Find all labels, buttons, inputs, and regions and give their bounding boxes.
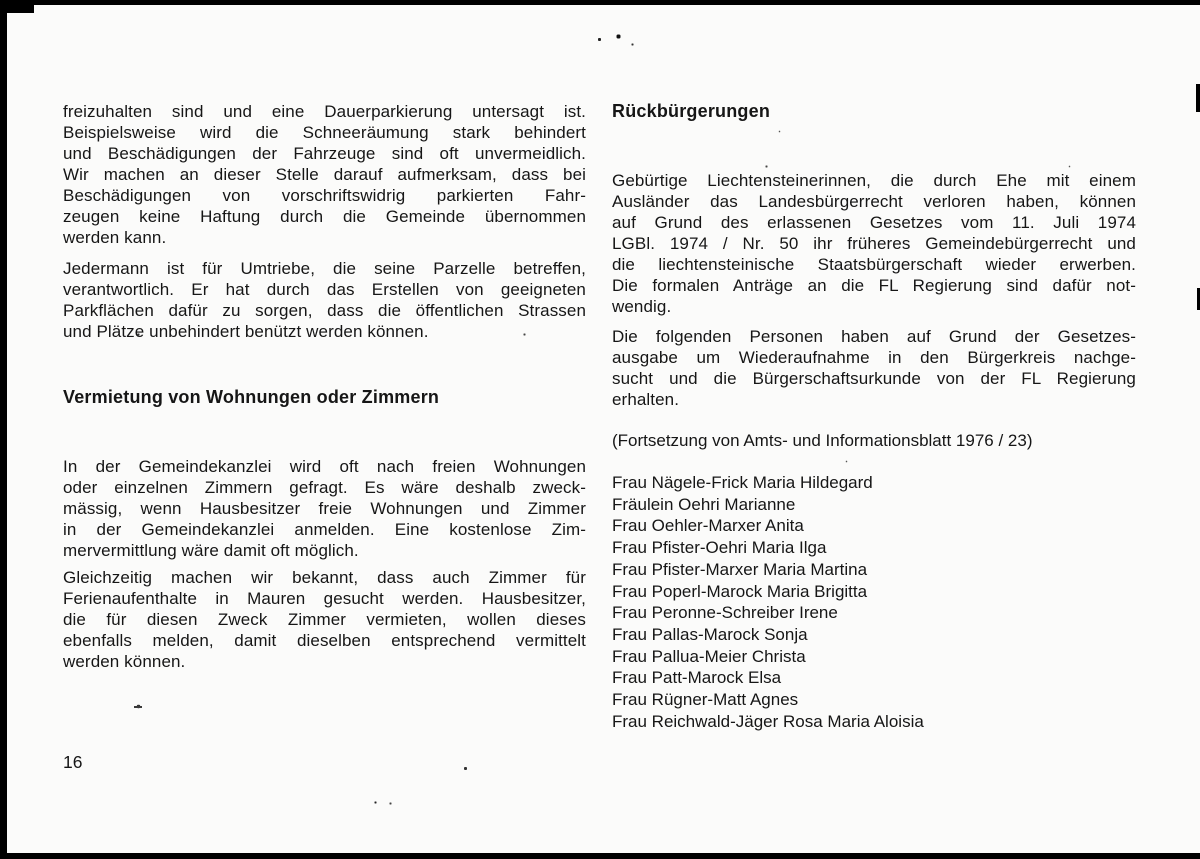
text-line: zeugen keine Haftung durch die Gemeinde übernommen bbox=[63, 207, 586, 226]
scan-border-left bbox=[0, 0, 7, 859]
paragraph-holiday-rooms bbox=[63, 567, 586, 672]
name-list-item: Frau Poperl-Marock Maria Brigitta bbox=[612, 581, 868, 601]
text-line: die für diesen Zweck Zimmer vermieten, wollen dieses bbox=[63, 610, 586, 629]
text-line: werden kann. bbox=[63, 228, 167, 247]
text-line: verantwortlich. Er hat durch das Erstellen von geeigneten bbox=[63, 280, 586, 299]
paragraph-citizenship-law bbox=[612, 170, 1136, 317]
text-line: LGBl. 1974 / Nr. 50 ihr früheres Gemeindebürgerrecht und bbox=[612, 234, 1136, 253]
text-line: erhalten. bbox=[612, 390, 680, 409]
scan-border-top-corner bbox=[0, 0, 34, 13]
text-line: Ausländer das Landesbürgerrecht verloren haben, können bbox=[612, 192, 1136, 211]
name-list-item: Frau Oehler-Marxer Anita bbox=[612, 516, 804, 536]
name-list-item: Fräulein Oehri Marianne bbox=[612, 494, 796, 514]
text-line: und Plätze unbehindert benützt werden können. bbox=[63, 322, 429, 341]
text-line: Parkflächen dafür zu sorgen, dass die öffentlichen Strassen bbox=[63, 301, 586, 320]
text-line: werden können. bbox=[63, 652, 186, 671]
page-number: 16 bbox=[63, 752, 83, 772]
name-list-item: Frau Reichwald-Jäger Rosa Maria Aloisia bbox=[612, 711, 924, 731]
paragraph-parking-liability bbox=[63, 101, 586, 248]
scan-noise-specks bbox=[598, 38, 601, 41]
text-line: ausgabe um Wiederaufnahme in den Bürgerkreis nachge- bbox=[612, 348, 1136, 367]
text-line: mässig, wenn Hausbesitzer freie Wohnungen und Zimmer bbox=[63, 499, 586, 518]
text-line: Jedermann ist für Umtriebe, die seine Parzelle betreffen, bbox=[63, 259, 586, 278]
text-line: die liechtensteinische Staatsbürgerschaft wieder erwerben. bbox=[612, 255, 1136, 274]
text-line: Wir machen an dieser Stelle darauf aufmerksam, dass bei bbox=[63, 165, 586, 184]
scan-border-right-mark-1 bbox=[1196, 84, 1200, 112]
continuation-note: (Fortsetzung von Amts- und Informationsblatt 1976 / 23) bbox=[612, 431, 1033, 450]
name-list-item: Frau Pfister-Marxer Maria Martina bbox=[612, 559, 868, 579]
scan-border-bottom bbox=[0, 853, 1200, 859]
name-list-item: Frau Pallas-Marock Sonja bbox=[612, 624, 808, 644]
heading-rueckbuergerungen: Rückbürgerungen bbox=[612, 101, 771, 121]
paragraph-persons-granted bbox=[612, 326, 1136, 410]
heading-vermietung: Vermietung von Wohnungen oder Zimmern bbox=[63, 387, 440, 407]
text-line: Ferienaufenthalte in Mauren gesucht werden. Hausbesitzer, bbox=[63, 589, 586, 608]
text-line: sucht und die Bürgerschaftsurkunde von der FL Regierung bbox=[612, 369, 1136, 388]
text-line: Gebürtige Liechtensteinerinnen, die durch Ehe mit einem bbox=[612, 171, 1136, 190]
text-line: auf Grund des erlassenen Gesetzes vom 11. Juli 1974 bbox=[612, 213, 1136, 232]
paragraph-housing-registry bbox=[63, 456, 586, 561]
paragraph-parcel-responsibility bbox=[63, 258, 586, 342]
names-list bbox=[612, 472, 1136, 732]
text-line: Die folgenden Personen haben auf Grund der Gesetzes- bbox=[612, 327, 1136, 346]
scan-border-top bbox=[0, 0, 1200, 5]
text-line: mervermittlung wäre damit oft möglich. bbox=[63, 541, 359, 560]
text-line: freizuhalten sind und eine Dauerparkierung untersagt ist. bbox=[63, 102, 586, 121]
text-line: ebenfalls melden, damit dieselben entsprechend vermittelt bbox=[63, 631, 586, 650]
text-line: und Beschädigungen der Fahrzeuge sind oft unvermeidlich. bbox=[63, 144, 586, 163]
name-list-item: Frau Pallua-Meier Christa bbox=[612, 646, 806, 666]
name-list-item: Frau Rügner-Matt Agnes bbox=[612, 690, 799, 710]
name-list-item: Frau Pfister-Oehri Maria Ilga bbox=[612, 538, 827, 558]
text-line: Die formalen Anträge an die FL Regierung sind dafür not- bbox=[612, 276, 1136, 295]
name-list-item: Frau Peronne-Schreiber Irene bbox=[612, 603, 838, 623]
text-line: In der Gemeindekanzlei wird oft nach freien Wohnungen bbox=[63, 457, 586, 476]
scan-noise-dash bbox=[134, 706, 142, 708]
name-list-item: Frau Patt-Marock Elsa bbox=[612, 668, 782, 688]
text-line: Beschädigungen von vorschriftswidrig parkierten Fahr- bbox=[63, 186, 586, 205]
text-line: Beispielsweise wird die Schneeräumung stark behindert bbox=[63, 123, 586, 142]
text-line: in der Gemeindekanzlei anmelden. Eine kostenlose Zim- bbox=[63, 520, 586, 539]
text-line: Gleichzeitig machen wir bekannt, dass auch Zimmer für bbox=[63, 568, 586, 587]
name-list-item: Frau Nägele-Frick Maria Hildegard bbox=[612, 473, 873, 492]
text-line: wendig. bbox=[612, 297, 672, 316]
text-line: oder einzelnen Zimmern gefragt. Es wäre deshalb zweck- bbox=[63, 478, 586, 497]
